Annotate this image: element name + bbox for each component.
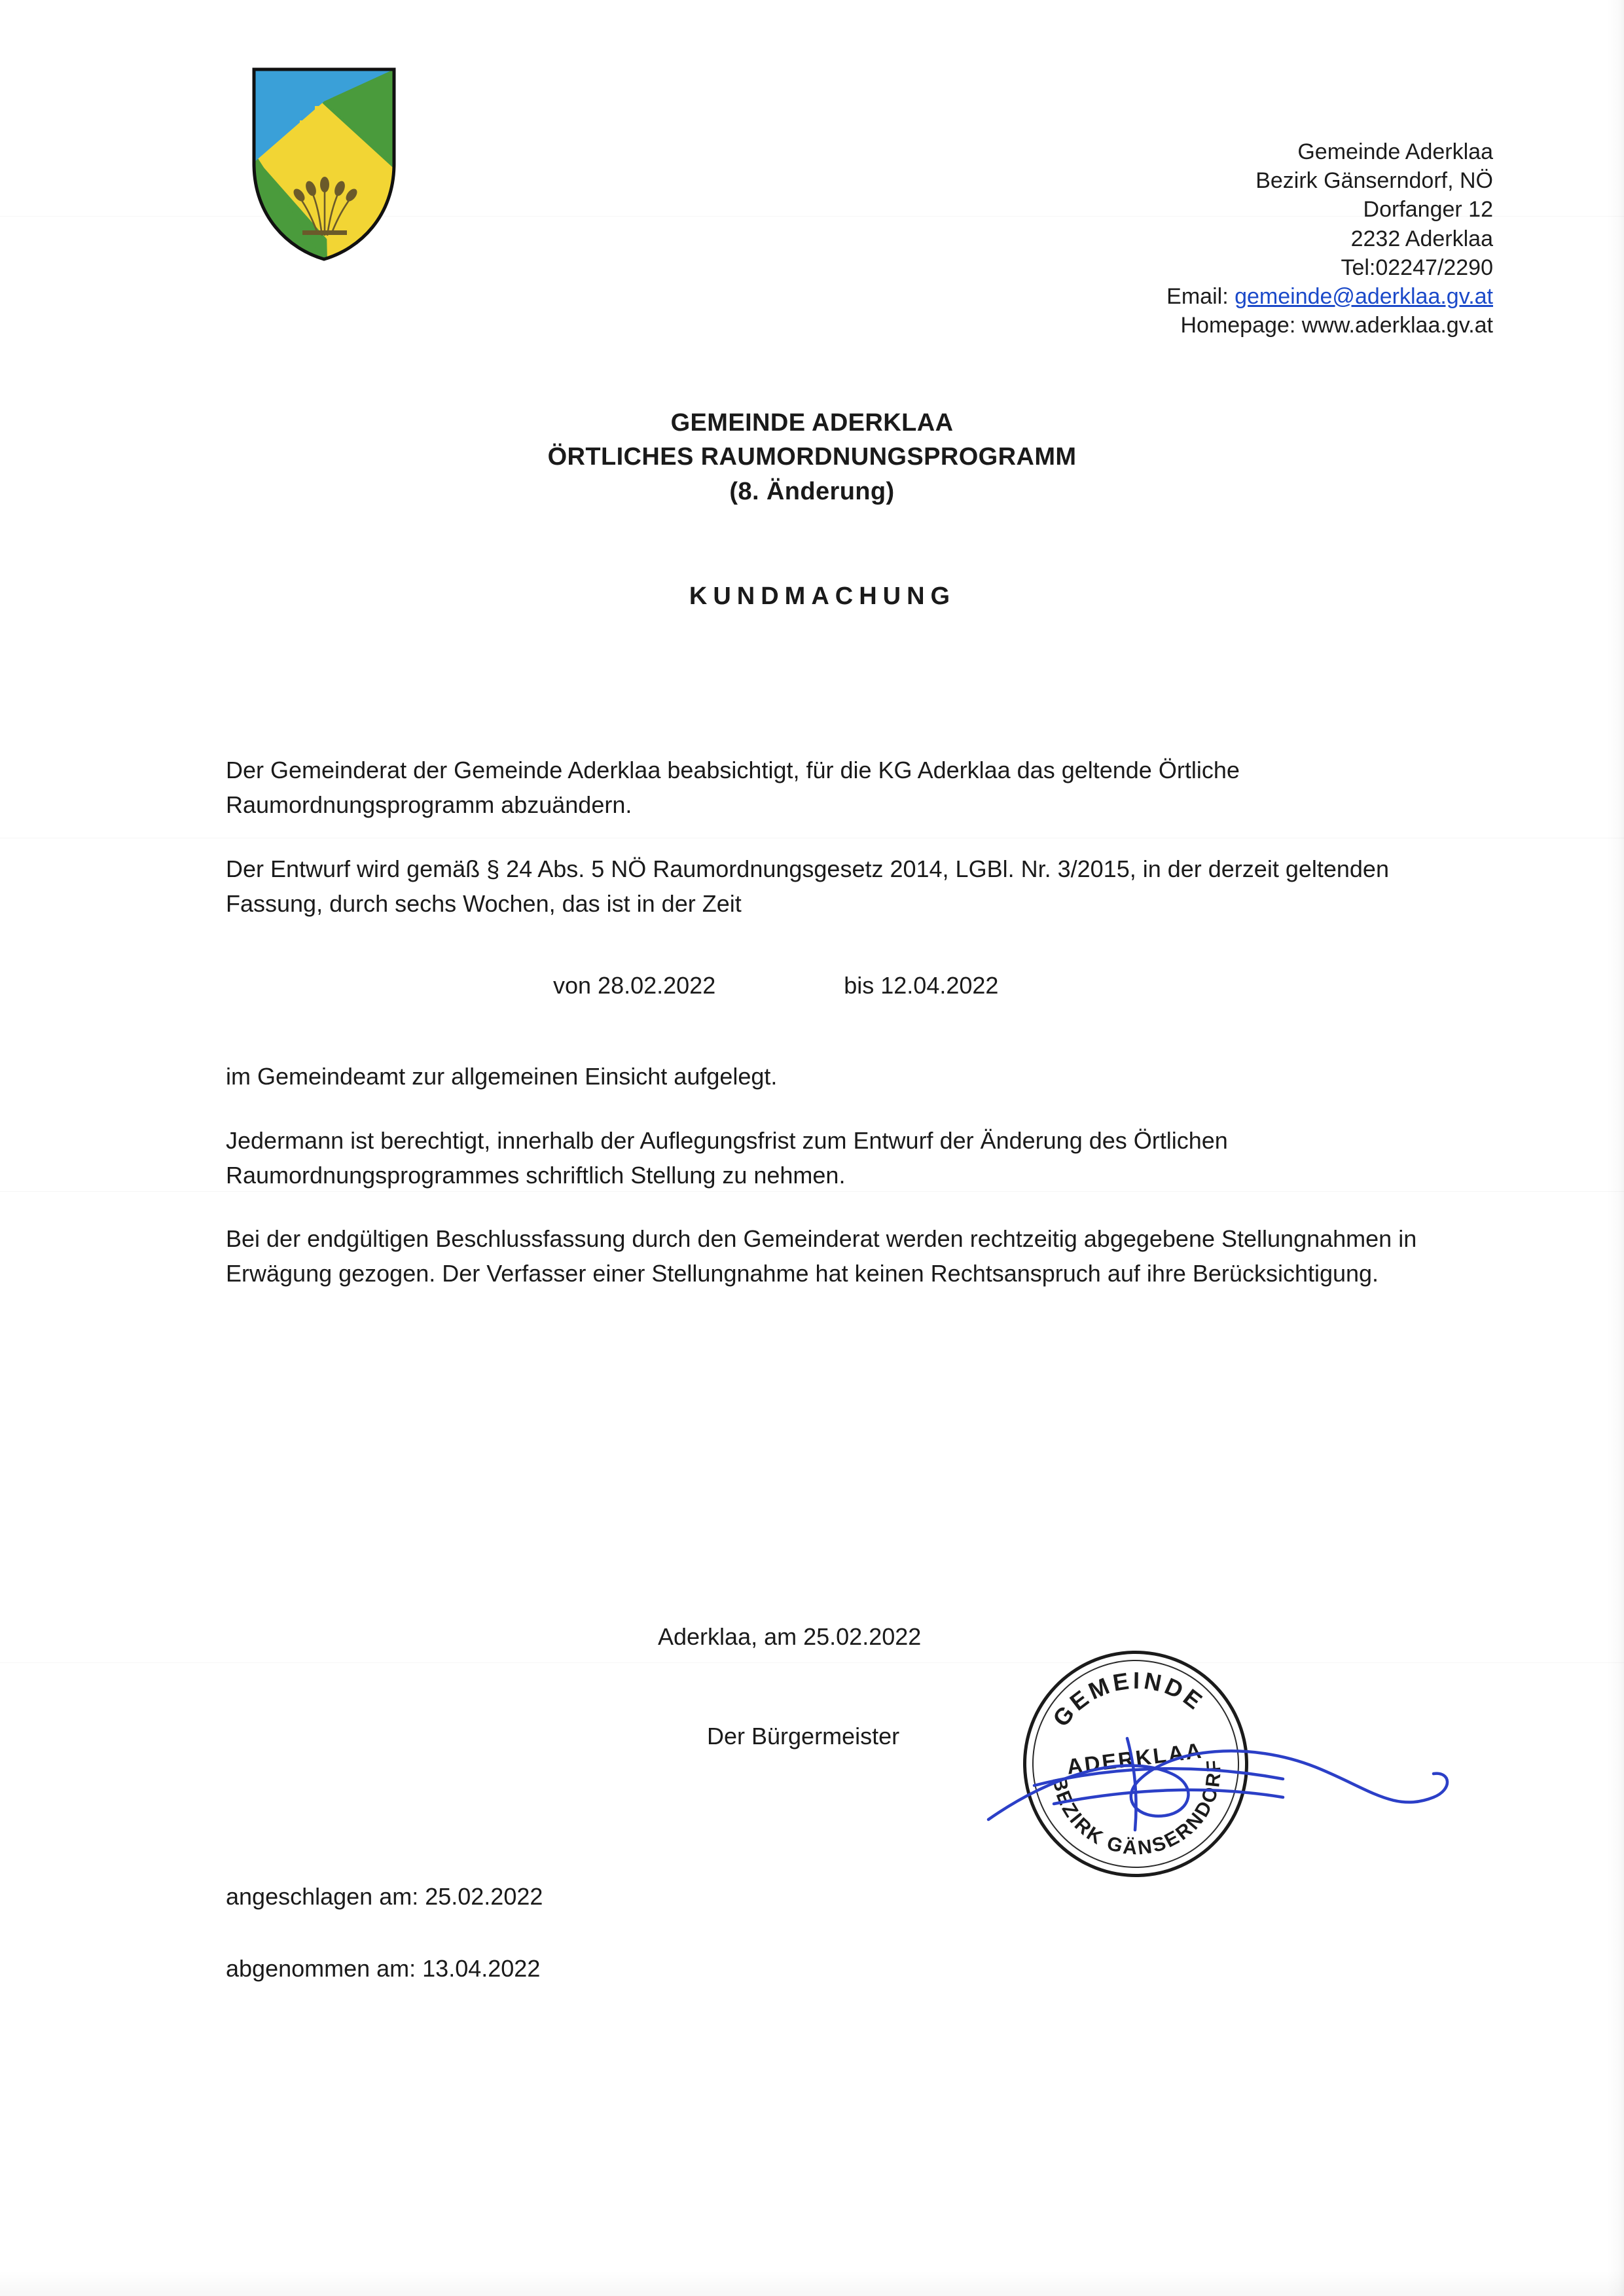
posting-notes xyxy=(226,1885,543,2029)
paragraph-final-decision: Bei der endgültigen Beschlussfassung durch den Gemeinderat werden rechtzeitig abgegebene Stellungnahmen in Erwägung gezogen. Der Verfasser einer Stellungnahme hat keinen Rechtsanspruch auf ihre Berücksichtigung. xyxy=(226,1225,1417,1287)
stamp-center-text: ADERKLAA xyxy=(1065,1738,1205,1779)
document-title xyxy=(0,406,1624,509)
paragraph-legal-basis: Der Entwurf wird gemäß § 24 Abs. 5 NÖ Raumordnungsgesetz 2014, LGBl. Nr. 3/2015, in der derzeit geltenden Fassung, durch sechs Wochen, das ist in der Zeit xyxy=(226,855,1389,917)
paragraph-intent: Der Gemeinderat der Gemeinde Aderklaa beabsichtigt, für die KG Aderklaa das geltende Örtliche Raumordnungsprogramm abzuändern. xyxy=(226,757,1240,819)
date-to: bis 12.04.2022 xyxy=(844,972,999,999)
address-line: Dorfanger 12 xyxy=(1363,197,1493,223)
email-link[interactable]: gemeinde@aderklaa.gv.at xyxy=(1235,283,1493,309)
page-heading-kundmachung: KUNDMACHUNG xyxy=(689,583,956,610)
title-line-amendment: (8. Änderung) xyxy=(729,477,895,505)
email-label: Email: xyxy=(1166,283,1235,309)
address-line: Bezirk Gänserndorf, NÖ xyxy=(1255,168,1493,194)
stamp-top-text: GEMEINDE xyxy=(1047,1666,1210,1732)
svg-text:GEMEINDE xyxy=(1043,1657,1212,1734)
title-line-program: ÖRTLICHES RAUMORDNUNGSPROGRAMM xyxy=(547,443,1077,471)
note-removed-date: abgenommen am: 13.04.2022 xyxy=(226,1955,541,1982)
scan-artifact xyxy=(0,1662,1624,1663)
signature-role: Der Bürgermeister xyxy=(707,1723,900,1749)
signature-place-date: Aderklaa, am 25.02.2022 xyxy=(658,1623,922,1650)
official-stamp xyxy=(997,1622,1275,1905)
address-line-homepage: Homepage: www.aderklaa.gv.at xyxy=(1180,313,1493,338)
scan-edge xyxy=(1607,0,1624,2296)
note-posted-date: angeschlagen am: 25.02.2022 xyxy=(226,1883,543,1910)
paragraph-right-to-comment: Jedermann ist berechtigt, innerhalb der Auflegungsfrist zum Entwurf der Änderung des Örtlichen Raumordnungsprogrammes schriftlich Stellung zu nehmen. xyxy=(226,1126,1228,1189)
stamp-bottom-text: BEZIRK GÄNSERNDORF xyxy=(1048,1757,1225,1859)
paragraph-inspection: im Gemeindeamt zur allgemeinen Einsicht aufgelegt. xyxy=(226,1063,778,1090)
address-line-phone: Tel:02247/2290 xyxy=(1341,255,1493,280)
scan-edge xyxy=(0,2270,1624,2296)
letterhead xyxy=(0,59,1624,338)
document-body xyxy=(226,753,1430,1320)
address-line-email xyxy=(1166,282,1493,311)
address-line: 2232 Aderklaa xyxy=(1350,226,1493,251)
coat-of-arms-icon xyxy=(249,65,399,262)
sender-address xyxy=(1166,137,1493,340)
display-period xyxy=(226,968,1430,1003)
address-line: Gemeinde Aderklaa xyxy=(1297,139,1493,164)
date-from: von 28.02.2022 xyxy=(553,972,716,999)
title-line-municipality: GEMEINDE ADERKLAA xyxy=(670,409,954,437)
